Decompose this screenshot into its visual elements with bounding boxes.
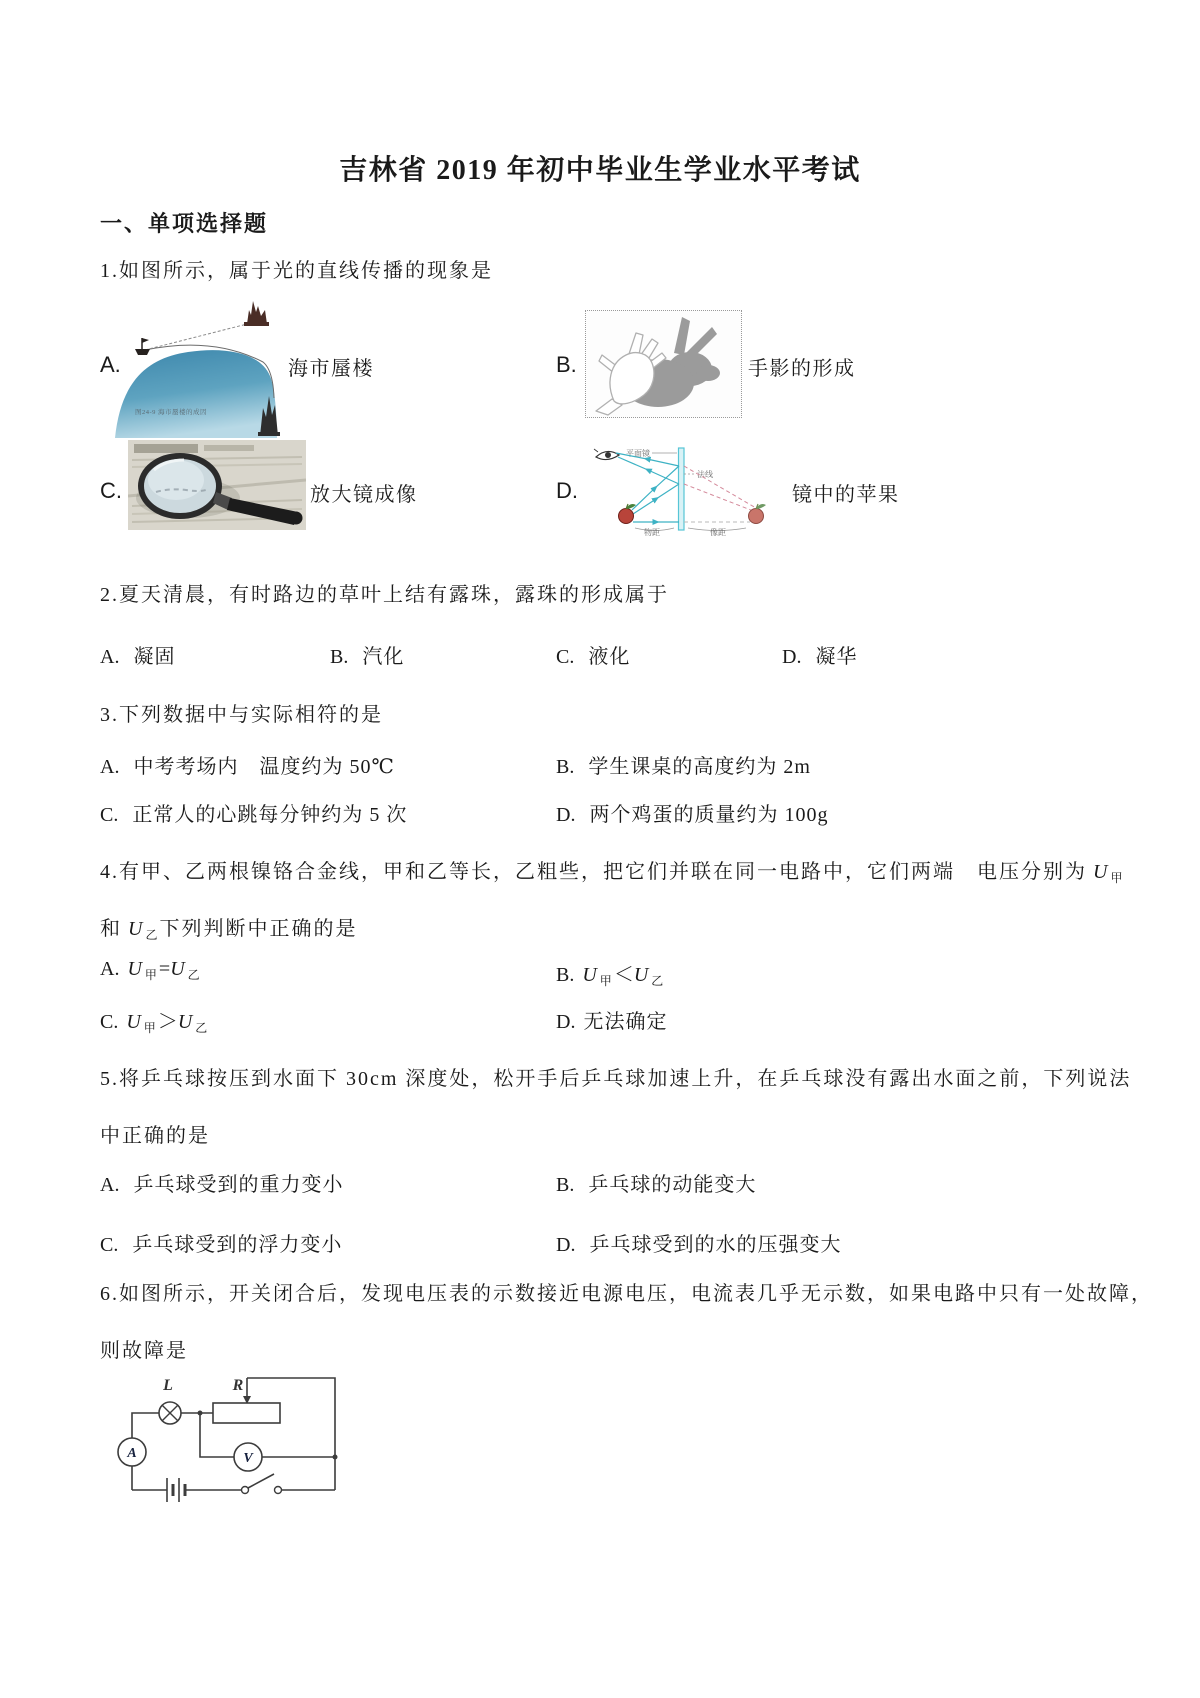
- q1-option-a-letter: A.: [100, 352, 121, 377]
- q1-option-c-label: 放大镜成像: [310, 484, 418, 506]
- q3-option-d: [556, 798, 828, 827]
- section-heading: 一、单项选择题: [100, 211, 269, 236]
- hand-shadow-figure-frame: [585, 310, 742, 418]
- junction-dot: [198, 1411, 203, 1416]
- circuit-diagram: [110, 1362, 400, 1507]
- option-letter: A.: [100, 756, 120, 778]
- option-text: 两个鸡蛋的质量约为 100g: [589, 804, 829, 826]
- q6-stem-line2: 则故障是: [100, 1340, 188, 1362]
- battery-symbol: [167, 1478, 185, 1502]
- operator: =: [158, 958, 171, 980]
- mirage-sky-tower: [244, 301, 269, 326]
- option-text: 液化: [588, 646, 631, 668]
- option-letter: C.: [100, 1234, 119, 1256]
- voltage-symbol-yi: U $_乙$: [128, 918, 158, 942]
- voltage-symbol-jia: U $_甲$: [1093, 861, 1123, 885]
- option-text: 学生课桌的高度约为 2m: [588, 756, 811, 778]
- option-letter: B.: [556, 964, 575, 986]
- option-letter: B.: [330, 646, 349, 668]
- virtual-rays-dashed: [684, 466, 756, 512]
- q5-stem-line1: 5.将乒乓球按压到水面下 30cm 深度处，松开手后乒乓球加速上升，在乒乓球没有露出水面之前，下列说法: [100, 1068, 1132, 1090]
- operator: ＞: [157, 1011, 178, 1033]
- image-distance-label: 像距: [710, 528, 726, 536]
- q4-stem-line1: [100, 855, 1124, 886]
- option-letter: D.: [556, 1234, 576, 1256]
- option-text: 汽化: [362, 646, 405, 668]
- handle-cap: [290, 512, 303, 525]
- option-letter: A.: [100, 646, 120, 668]
- observer-ship: [135, 338, 150, 355]
- q4-stem-line2: [100, 912, 357, 943]
- sea-dome: [115, 350, 277, 438]
- q3-option-b: [556, 750, 811, 779]
- option-letter: A.: [100, 1174, 120, 1196]
- q5-option-c: [100, 1228, 342, 1257]
- eye-icon: [594, 449, 619, 460]
- q5-stem-line2: 中正确的是: [100, 1125, 210, 1147]
- option-letter: C.: [556, 646, 575, 668]
- plane-mirror-diagram: [588, 444, 793, 536]
- mirror-label: 平面镜: [626, 449, 650, 458]
- operator: ＜: [613, 964, 634, 986]
- option-text: 中考考场内 温度约为 50℃: [133, 756, 395, 778]
- q4-option-d: [556, 1005, 667, 1034]
- q3-stem: 3.下列数据中与实际相符的是: [100, 704, 383, 726]
- lamp-label: L: [163, 1377, 173, 1394]
- option-letter: C.: [100, 1011, 119, 1033]
- option-text: 凝固: [133, 646, 176, 668]
- option-text: 乒乓球受到的重力变小: [133, 1174, 344, 1196]
- option-letter: D.: [782, 646, 802, 668]
- option-letter: A.: [100, 958, 120, 980]
- q1-option-b-letter: B.: [556, 352, 577, 377]
- mirage-figure-caption: 图24-9 海市蜃楼的成因: [135, 409, 208, 416]
- option-text: 乒乓球受到的浮力变小: [132, 1234, 343, 1256]
- option-text: 乒乓球受到的水的压强变大: [589, 1234, 842, 1256]
- circuit-wires: [132, 1378, 335, 1490]
- object-distance-label: 物距: [644, 528, 660, 536]
- option-text: 正常人的心跳每分钟约为 5 次: [132, 804, 408, 826]
- q5-option-b: [556, 1168, 756, 1197]
- q4-stem-line2-prefix: 和: [100, 918, 122, 940]
- q4-stem-line1-text: 4.有甲、乙两根镍铬合金线，甲和乙等长，乙粗些，把它们并联在同一电路中，它们两端 电压分别为: [100, 861, 1087, 883]
- option-letter: B.: [556, 1174, 575, 1196]
- lens-highlight: [148, 460, 204, 500]
- q1-option-d-letter: D.: [556, 478, 578, 503]
- q1-option-d-label: 镜中的苹果: [792, 484, 900, 506]
- q5-option-d: [556, 1228, 841, 1257]
- option-letter: D.: [556, 804, 576, 826]
- q5-option-a: [100, 1168, 343, 1197]
- ammeter-label: A: [127, 1446, 137, 1461]
- voltmeter-label: V: [243, 1451, 253, 1466]
- option-text: 无法确定: [583, 1011, 668, 1033]
- q3-option-a: [100, 750, 395, 779]
- q1-option-a-label: 海市蜃楼: [288, 358, 374, 380]
- q2-option-a: [100, 640, 175, 669]
- q2-option-c: [556, 640, 630, 669]
- q4-option-b: B. U $_甲$ ＜U $_乙$: [556, 964, 664, 988]
- q6-stem-line1: 6.如图所示，开关闭合后，发现电压表的示数接近电源电压，电流表几乎无示数，如果电路中只有一处故障，: [100, 1283, 1153, 1305]
- hand-shadow-figure: [586, 311, 741, 417]
- junction-dot: [333, 1455, 338, 1460]
- option-letter: C.: [100, 804, 119, 826]
- q4-option-a: A. U $_甲$ =U $_乙$: [100, 958, 200, 982]
- q4-stem-line2-suffix: 下列判断中正确的是: [159, 918, 358, 940]
- q1-option-b-label: 手影的形成: [748, 358, 856, 380]
- plane-mirror: [679, 448, 685, 530]
- mirage-figure: [113, 298, 283, 443]
- option-letter: B.: [556, 756, 575, 778]
- q3-option-c: [100, 798, 407, 827]
- q4-option-c: C. U $_甲$ ＞U $_乙$: [100, 1011, 208, 1035]
- q2-stem: 2.夏天清晨，有时路边的草叶上结有露珠，露珠的形成属于: [100, 584, 669, 606]
- q2-option-b: [330, 640, 404, 669]
- switch-symbol: [242, 1474, 282, 1494]
- q2-option-d: [782, 640, 857, 669]
- magnifier-photo: [128, 440, 306, 530]
- rheostat-symbol: [213, 1403, 280, 1423]
- rheostat-label: R: [232, 1377, 244, 1394]
- option-letter: D.: [556, 1011, 576, 1033]
- q1-option-c-letter: C.: [100, 478, 122, 503]
- option-text: 凝华: [815, 646, 858, 668]
- page-title: 吉林省 2019 年初中毕业生学业水平考试: [339, 155, 861, 186]
- option-text: 乒乓球的动能变大: [588, 1174, 757, 1196]
- normal-label: 法线: [697, 470, 713, 479]
- image-apple: [749, 504, 767, 524]
- q1-stem: 1.如图所示，属于光的直线传播的现象是: [100, 260, 493, 282]
- object-apple: [619, 504, 637, 524]
